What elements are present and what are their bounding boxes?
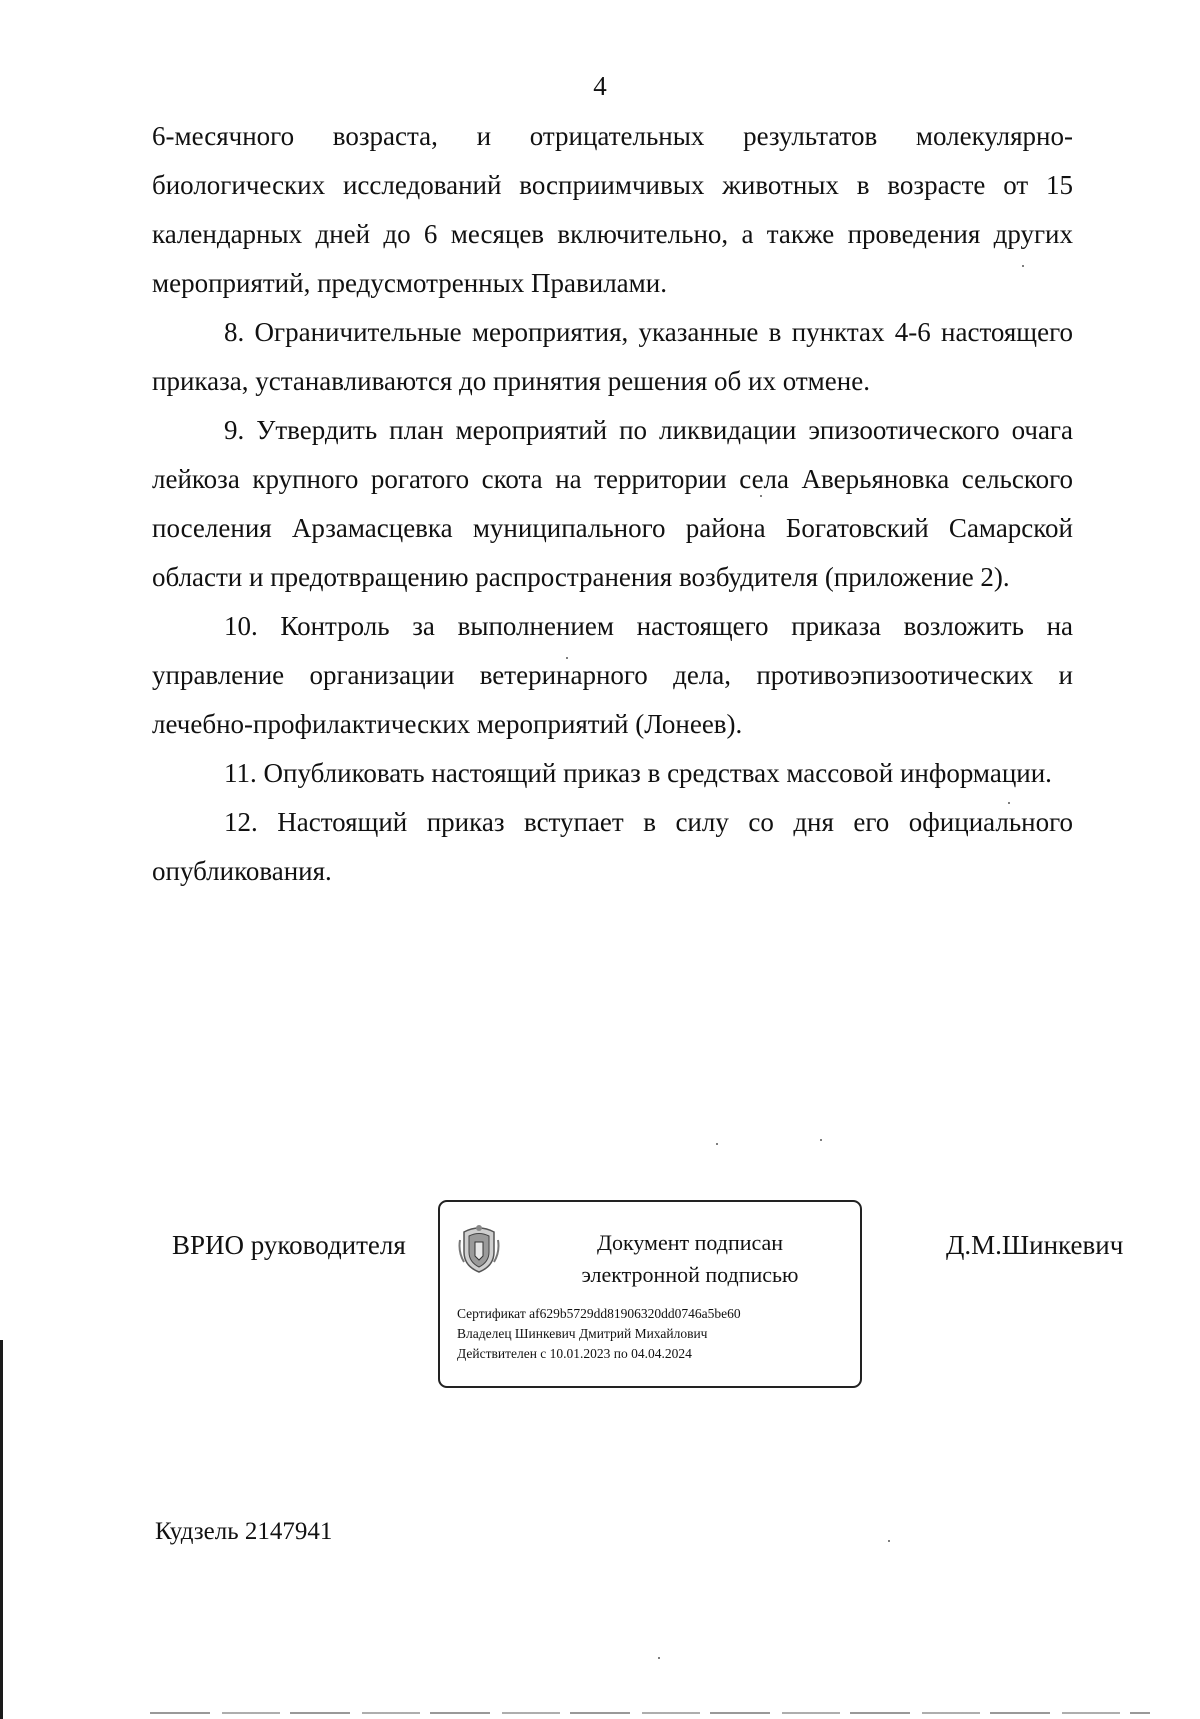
document-body — [152, 112, 1073, 896]
scan-speck — [888, 1540, 890, 1542]
paragraph-8: 8. Ограничительные мероприятия, указанные в пунктах 4-6 настоящего приказа, устанавливаются до принятия решения об их отмене. — [152, 317, 1073, 396]
scan-bottom-edge — [150, 1712, 1150, 1714]
paragraph-10: 10. Контроль за выполнением настоящего приказа возложить на управление организации ветеринарного дела, противоэпизоотических и лечебно-профилактических мероприятий (Лонеев). — [152, 611, 1073, 739]
executor-note: Кудзель 2147941 — [155, 1518, 333, 1545]
stamp-owner: Владелец Шинкевич Дмитрий Михайлович — [457, 1326, 708, 1341]
paragraph-12: 12. Настоящий приказ вступает в силу со дня его официального опубликования. — [152, 807, 1073, 886]
stamp-title-line2: электронной подписью — [581, 1262, 799, 1287]
stamp-validity: Действителен с 10.01.2023 по 04.04.2024 — [457, 1346, 692, 1361]
scan-left-edge — [0, 1340, 3, 1719]
page-number: 4 — [593, 71, 607, 101]
paragraph-continuation: 6-месячного возраста, и отрицательных результатов молекулярно-биологических исследований восприимчивых животных в возрасте от 15 календарных дней до 6 месяцев включительно, а также проведения других мероприятий, предусмотренных Правилами. — [152, 121, 1073, 298]
scan-speck — [658, 1657, 660, 1659]
signer-position: ВРИО руководителя — [172, 1230, 406, 1260]
signer-name: Д.М.Шинкевич — [946, 1230, 1124, 1260]
stamp-certificate: Сертификат af629b5729dd81906320dd0746a5be60 — [457, 1306, 741, 1321]
coat-of-arms-icon — [458, 1222, 500, 1276]
paragraph-11: 11. Опубликовать настоящий приказ в средствах массовой информации. — [224, 758, 1052, 788]
scan-speck — [716, 1143, 718, 1145]
electronic-signature-stamp — [438, 1200, 862, 1388]
scan-speck — [820, 1139, 822, 1141]
paragraph-9: 9. Утвердить план мероприятий по ликвидации эпизоотического очага лейкоза крупного рогатого скота на территории села Аверьяновка сельского поселения Арзамасцевка муниципального района Богатовский Самарской области и предотвращению распространения возбудителя (приложение 2). — [152, 415, 1073, 592]
stamp-title-line1: Документ подписан — [596, 1230, 784, 1255]
